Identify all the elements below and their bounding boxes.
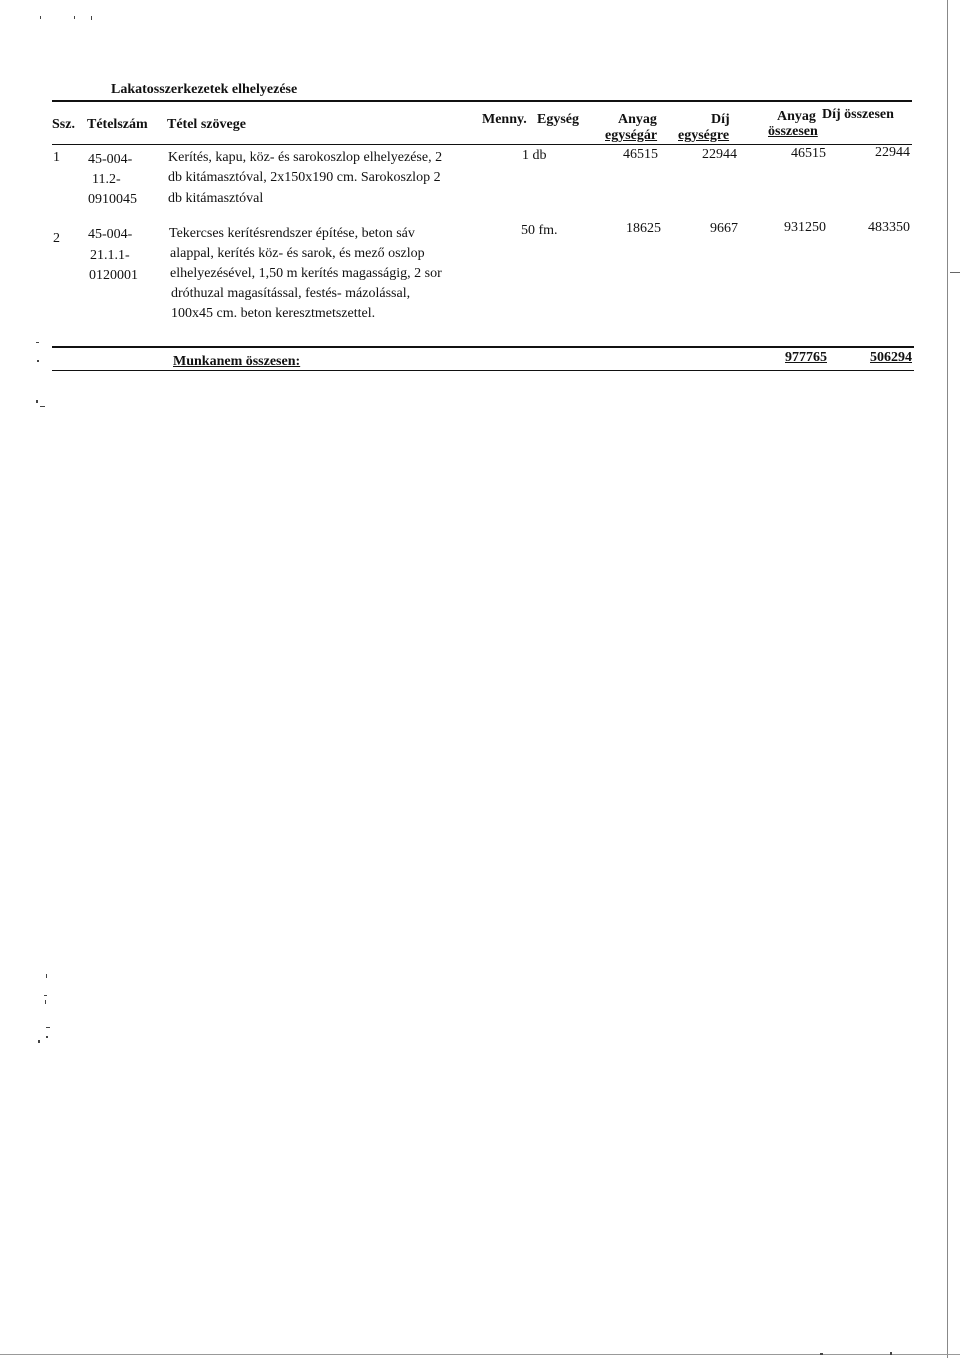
row-dij-osszesen: 483350 bbox=[868, 220, 910, 235]
scan-speck bbox=[44, 995, 47, 996]
total-label: Munkanem összesen: bbox=[173, 354, 301, 369]
row-ssz: 2 bbox=[53, 231, 60, 246]
row-dij-osszesen: 22944 bbox=[875, 145, 910, 160]
row-ssz: 1 bbox=[53, 150, 60, 165]
row-tetelszam-line: 45-004- bbox=[88, 227, 133, 242]
row-szoveg-line: Kerítés, kapu, köz- és sarokoszlop elhelyezése, 2 bbox=[168, 150, 443, 165]
row-mennyiseg: 1 db bbox=[522, 148, 547, 163]
scan-speck bbox=[890, 1352, 892, 1355]
total-top-rule bbox=[52, 346, 914, 348]
header-menny: Menny. bbox=[482, 112, 527, 127]
header-tetel-szovege: Tétel szövege bbox=[167, 117, 246, 132]
header-ssz: Ssz. bbox=[52, 117, 75, 132]
row-szoveg-line: 100x45 cm. beton keresztmetszettel. bbox=[171, 306, 376, 321]
row-szoveg-line: Tekercses kerítésrendszer építése, beton sáv bbox=[169, 226, 415, 241]
row-tetelszam-line: 0910045 bbox=[88, 192, 137, 207]
header-top-rule bbox=[52, 100, 912, 102]
scan-speck bbox=[74, 16, 75, 19]
scan-speck bbox=[37, 360, 39, 362]
scan-speck bbox=[45, 1000, 46, 1004]
total-dij-osszesen: 506294 bbox=[870, 350, 912, 365]
row-anyag-egysegar: 46515 bbox=[623, 147, 658, 162]
scan-speck bbox=[91, 16, 92, 20]
header-dij-osszesen: Díj összesen bbox=[822, 107, 894, 122]
scan-edge-right bbox=[947, 0, 948, 1358]
row-szoveg-line: db kitámasztóval, 2x150x190 cm. Sarokoszlop 2 bbox=[168, 170, 441, 185]
section-title: Lakatosszerkezetek elhelyezése bbox=[111, 82, 298, 97]
scan-speck bbox=[46, 1036, 48, 1038]
scan-speck bbox=[36, 342, 39, 343]
row-anyag-osszesen: 931250 bbox=[784, 220, 826, 235]
row-mennyiseg: 50 fm. bbox=[521, 223, 558, 238]
row-dij-egysegre: 22944 bbox=[702, 147, 737, 162]
header-anyag-egysegar-2: egységár bbox=[605, 128, 658, 143]
scan-speck bbox=[40, 406, 45, 407]
total-bottom-rule bbox=[52, 370, 914, 371]
scan-edge-bottom bbox=[0, 1354, 960, 1355]
scan-speck bbox=[46, 1027, 50, 1028]
row-dij-egysegre: 9667 bbox=[710, 221, 738, 236]
scan-speck bbox=[38, 1040, 40, 1043]
row-szoveg-line: alappal, kerítés köz- és sarok, és mező oszlop bbox=[170, 246, 425, 261]
scan-mark-right bbox=[950, 272, 960, 273]
header-dij-egysegre-2: egységre bbox=[678, 128, 730, 143]
row-tetelszam-line: 11.2- bbox=[92, 172, 121, 187]
header-anyag-osszesen-1: Anyag bbox=[777, 109, 816, 124]
row-szoveg-line: elhelyezésével, 1,50 m kerítés magasságig, 2 sor bbox=[170, 266, 442, 281]
total-anyag-osszesen: 977765 bbox=[785, 350, 827, 365]
header-egyseg: Egység bbox=[537, 112, 579, 127]
scan-speck bbox=[36, 400, 38, 403]
row-anyag-osszesen: 46515 bbox=[791, 146, 826, 161]
row-tetelszam-line: 45-004- bbox=[88, 152, 133, 167]
scan-speck bbox=[820, 1353, 823, 1355]
scan-speck bbox=[40, 16, 41, 19]
header-dij-egysegre-1: Díj bbox=[711, 112, 730, 127]
row-szoveg-line: db kitámasztóval bbox=[168, 191, 264, 206]
header-anyag-osszesen-2: összesen bbox=[768, 124, 818, 139]
row-tetelszam-line: 21.1.1- bbox=[90, 248, 130, 263]
header-anyag-egysegar-1: Anyag bbox=[618, 112, 657, 127]
header-tetelszam: Tételszám bbox=[87, 117, 148, 132]
scan-speck bbox=[46, 974, 47, 978]
row-tetelszam-line: 0120001 bbox=[89, 268, 138, 283]
row-szoveg-line: dróthuzal magasítással, festés- mázolással, bbox=[171, 286, 411, 301]
row-anyag-egysegar: 18625 bbox=[626, 221, 661, 236]
